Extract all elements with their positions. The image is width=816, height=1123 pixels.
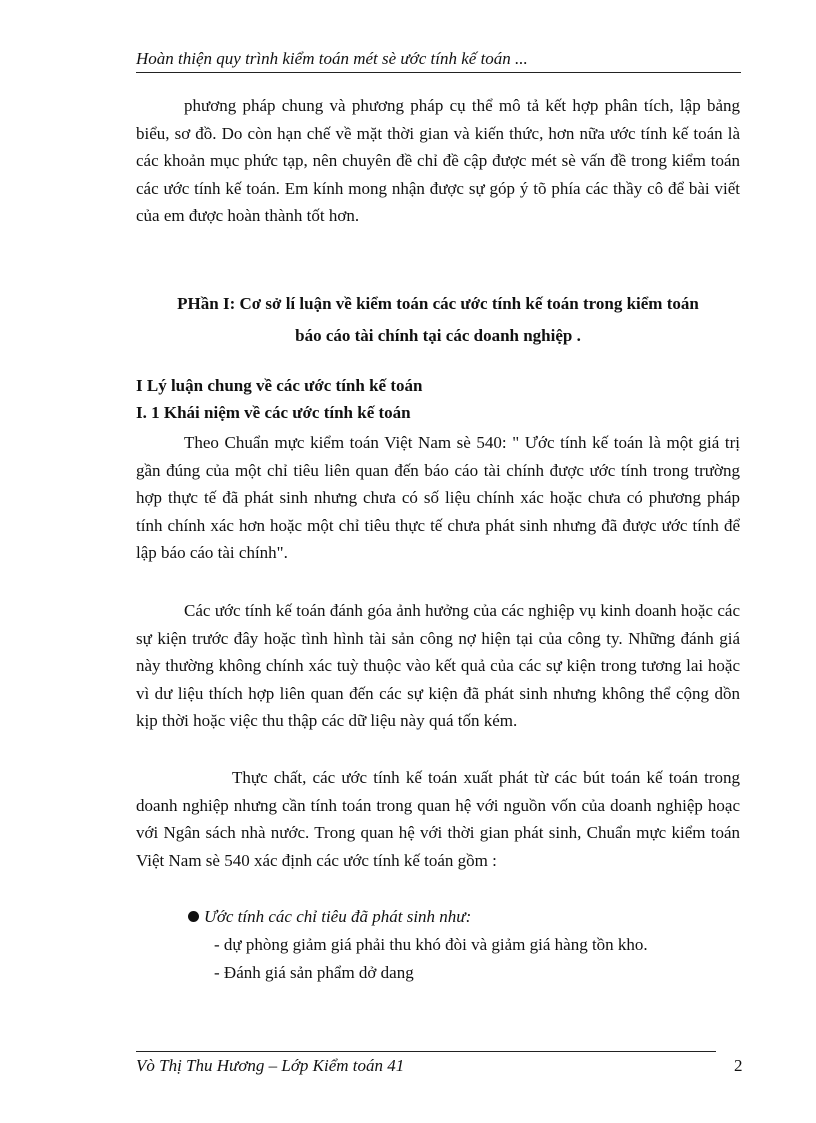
part-title-line-1: PHần I: Cơ sở lí luận về kiểm toán các ước tính kế toán trong kiểm toán: [177, 294, 699, 313]
bullet-label: Ước tính các chỉ tiêu đã phát sinh như:: [204, 907, 472, 926]
assessment-paragraph: Các ước tính kế toán đánh góa ảnh hưởng của các nghiệp vụ kinh doanh hoặc các sự kiện trước đây hoặc tình hình tài sản công nợ hiện tại của công ty. Những đánh giá này thường không chính xác tuỳ thuộc vào kết quả của các sự kiện trong tương lai hoặc vì dư liệu thích hợp liên quan đến các sự kiện đã phát sinh nhưng không thể cộng dồn kịp thời hoặc việc thu thập các dữ liệu này quá tốn kém.: [136, 601, 740, 731]
running-header: Hoàn thiện quy trình kiểm toán mét sè ước tính kế toán ...: [136, 48, 741, 73]
bullet-dot-icon: [188, 911, 199, 922]
sub-item-provisions: - dự phòng giảm giá phải thu khó đòi và giảm giá hàng tồn kho.: [214, 935, 648, 954]
section-heading: I Lý luận chung về các ước tính kế toán: [136, 376, 423, 395]
footer-divider: [136, 1051, 716, 1052]
definition-paragraph: Theo Chuẩn mực kiểm toán Việt Nam sè 540: " Ước tính kế toán là một giá trị gần đúng của một chỉ tiêu liên quan đến báo cáo tài chính được ước tính trong trường hợp thực tế đã phát sinh nhưng chưa có số liệu chính xác hoặc chưa có phương pháp tính chính xác hơn hoặc một chỉ tiêu thực tế chưa phát sinh nhưng đã được ước tính để lập báo cáo tài chính".: [136, 433, 740, 563]
subsection-heading: I. 1 Khái niệm về các ước tính kế toán: [136, 403, 411, 422]
part-title: [136, 288, 740, 352]
part-title-line-2: báo cáo tài chính tại các doanh nghiệp .: [295, 326, 581, 345]
intro-paragraph: phương pháp chung và phương pháp cụ thể mô tả kết hợp phân tích, lập bảng biểu, sơ đồ. Do còn hạn chế về mặt thời gian và kiến thức, hơn nữa ước tính kế toán là các khoản mục phức tạp, nên chuyên đề chỉ đề cập được mét sè vấn đề trong kiểm toán các ước tính kế toán. Em kính mong nhận được sự góp ý tõ phía các thầy cô để bài viết của em được hoàn thành tốt hơn.: [136, 96, 740, 226]
bullet-item: [188, 903, 471, 931]
sub-item-wip: - Đánh giá sản phẩm dở dang: [214, 963, 414, 982]
footer-author: Vò Thị Thu Hương – Lớp Kiểm toán 41: [136, 1056, 405, 1075]
page-number: 2: [734, 1056, 743, 1075]
nature-paragraph: Thực chất, các ước tính kế toán xuất phát từ các bút toán kế toán trong doanh nghiệp nhưng cần tính toán trong quan hệ với nguồn vốn của doanh nghiệp hoạc với Ngân sách nhà nước. Trong quan hệ với thời gian phát sinh, Chuẩn mực kiểm toán Việt Nam sè 540 xác định các ước tính kế toán gồm :: [136, 768, 740, 870]
